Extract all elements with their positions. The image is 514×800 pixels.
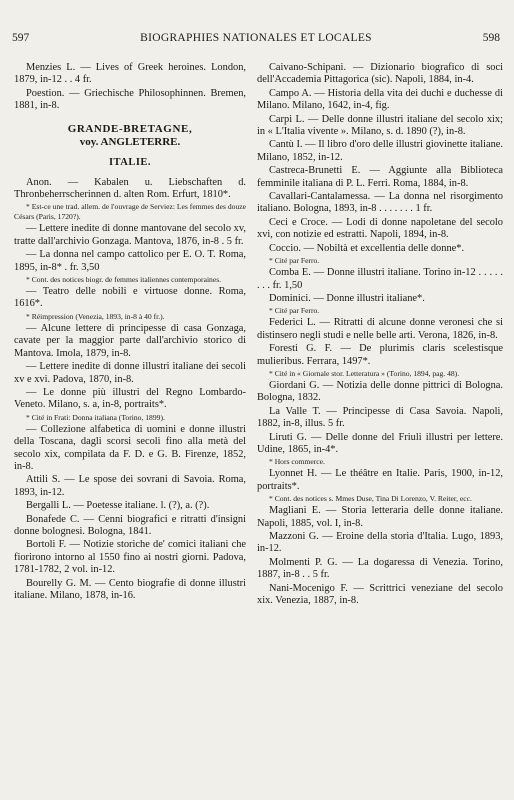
bibliography-entry: Coccio. — Nobiltà et excellentia delle donne*. (269, 242, 465, 254)
running-header (12, 32, 500, 48)
bibliography-entry: Bourelly G. M. — Cento biografie di donne illustri italiane. Milano, 1878, in-16. (14, 577, 246, 601)
footnote: * Est-ce une trad. allem. de l'ouvrage de Serviez: Les femmes des douze Césars (Paris, 1720?). (14, 202, 246, 222)
bibliography-entry: — Lettere inedite di donne mantovane del secolo xv, tratte dall'archivio Gonzaga. Mantova, 1876, in-8 . 5 fr. (14, 223, 246, 247)
bibliography-entry: Cantù I. — Il libro d'oro delle illustri giovinette italiane. Milano, 1852, in-12. (257, 139, 503, 163)
bibliography-entry: Molmenti P. G. — La dogaressa di Venezia. Torino, 1887, in-8 . . 5 fr. (257, 556, 503, 581)
bibliography-entry: Bonafede C. — Cenni biografici e ritratti d'insigni donne bolognesi. Bologna, 1841. (14, 513, 246, 537)
bibliography-entry: Caivano-Schipani. — Dizionario biografico di soci dell'Accademia Pittagorica (sic). Napoli, 1884, in-4. (257, 62, 503, 86)
bibliography-entry: Bortoli F. — Notizie storiche de' comici italiani che fiorirono intorno al 1550 fino ai nostri giorni. Padova, 1781-1782, 2 vol. in-12. (14, 539, 246, 576)
running-title: BIOGRAPHIES NATIONALES ET LOCALES (140, 32, 372, 44)
bibliography-entry: Attili S. — Le spose dei sovrani di Savoia. Roma, 1893, in-12. (14, 474, 246, 498)
right-column (257, 62, 503, 608)
bibliography-entry: Castreca-Brunetti E. — Aggiunte alla Biblioteca femminile italiana di P. L. Ferri. Roma, 1884, in-8. (257, 165, 503, 189)
subsection-heading: ITALIE. (108, 156, 152, 168)
bibliography-entry: Foresti G. F. — De plurimis claris scelestisque mulieribus. Ferrara, 1497*. (257, 343, 503, 367)
bibliography-entry: Liruti G. — Delle donne del Friuli illustri per lettere. Udine, 1865, in-4*. (257, 431, 503, 455)
bibliography-entry: — Collezione alfabetica di uomini e donne illustri della Toscana, dagli scorsi secoli fino alla metà del secolo xix, compilata da F. D. e G. B. Firenze, 1852, in-8. (14, 423, 246, 472)
bibliography-entry: Ceci e Croce. — Lodi di donne napoletane del secolo xvi, con notizie ed estratti. Napoli, 1894, in-8. (257, 216, 503, 241)
bibliography-entry: Carpi L. — Delle donne illustri italiane del secolo xix; in « L'Italia vivente ». Milano, s. d. 1890 (?), in-8. (257, 113, 503, 138)
bibliography-entry: Cavallari-Cantalamessa. — La donna nel risorgimento italiano. Bologna, 1893, in-8 . . . . . . . 1 fr. (257, 191, 503, 215)
bibliography-entry: — Alcune lettere di principesse di casa Gonzaga, cavate per la maggior parte dall'archivio storico di Mantova. Imola, 1879, in-8. (14, 322, 246, 359)
bibliography-entry: Nani-Mocenigo F. — Scrittrici veneziane del secolo xix. Venezia, 1887, in-8. (257, 582, 503, 607)
bibliography-entry: Anon. — Kabalen u. Liebschaften d. Thronbeherrscherinnen d. alten Rom. Erfurt, 1810*. (14, 176, 246, 201)
bibliography-entry: Bergalli L. — Poetesse italiane. l. (?), a. (?). (26, 500, 210, 512)
section-heading: GRANDE-BRETAGNE, (67, 122, 193, 135)
left-column (14, 62, 246, 603)
page-number-left: 597 (12, 32, 30, 44)
bibliography-entry: La Valle T. — Principesse di Casa Savoia. Napoli, 1882, in-8, illus. 5 fr. (257, 405, 503, 430)
bibliography-entry: Menzies L. — Lives of Greek heroines. London, 1879, in-12 . . 4 fr. (14, 62, 246, 86)
footnote: * Réimpression (Venezia, 1893, in-8 à 40 fr.). (26, 311, 165, 321)
bibliography-entry: Poestion. — Griechische Philosophinnen. Bremen, 1881, in-8. (14, 87, 246, 112)
bibliography-entry: Giordani G. — Notizia delle donne pittrici di Bologna. Bologna, 1832. (257, 379, 503, 404)
page-number-right: 598 (482, 32, 500, 44)
bibliography-entry: Comba E. — Donne illustri italiane. Torino in-12 . . . . . . . . fr. 1,50 (257, 267, 503, 291)
bibliography-entry: — Lettere inedite di donne illustri italiane dei secoli xv e xvi. Padova, 1870, in-8. (14, 361, 246, 385)
footnote: * Cité in Frati: Donna italiana (Torino, 1899). (26, 412, 165, 422)
footnote: * Cité par Ferro. (269, 256, 320, 266)
footnote: * Cité in « Giornale stor. Letteratura » (Torino, 1894, pag. 48). (269, 368, 460, 378)
bibliography-entry: — Teatro delle nobili e virtuose donne. Roma, 1616*. (14, 286, 246, 310)
bibliography-entry: Campo A. — Historia della vita dei duchi e duchesse di Milano. Milano, 1642, in-4, fig. (257, 87, 503, 112)
bibliography-entry: Magliani E. — Storia letteraria delle donne italiane. Napoli, 1885, vol. I, in-8. (257, 505, 503, 529)
footnote: * Cont. des notices biogr. de femmes italiennes contemporaines. (26, 275, 222, 285)
bibliography-entry: — Le donne più illustri del Regno Lombardo-Veneto. Milano, s. a, in-8, portraits*. (14, 386, 246, 411)
bibliography-entry: Lyonnet H. — Le théâtre en Italie. Paris, 1900, in-12, portraits*. (257, 468, 503, 492)
footnote: * Cont. des notices s. Mmes Duse, Tina Di Lorenzo, V. Reiter, ecc. (269, 494, 472, 504)
bibliography-entry: — La donna nel campo cattolico per E. O. T. Roma, 1895, in-8* . fr. 3,50 (14, 249, 246, 273)
footnote: * Hors commerce. (269, 457, 325, 467)
spacer (14, 114, 246, 118)
bibliography-entry: Mazzoni G. — Eroine della storia d'Italia. Lugo, 1893, in-12. (257, 531, 503, 555)
footnote: * Cité par Ferro. (269, 306, 320, 316)
bibliography-entry: Dominici. — Donne illustri italiane*. (269, 292, 425, 304)
section-crossref: voy. ANGLETERRE. (79, 135, 181, 148)
bibliography-entry: Federici L. — Ritratti di alcune donne veronesi che si distinsero negli studi e nelle belle arti. Verona, 1826, in-8. (257, 317, 503, 341)
